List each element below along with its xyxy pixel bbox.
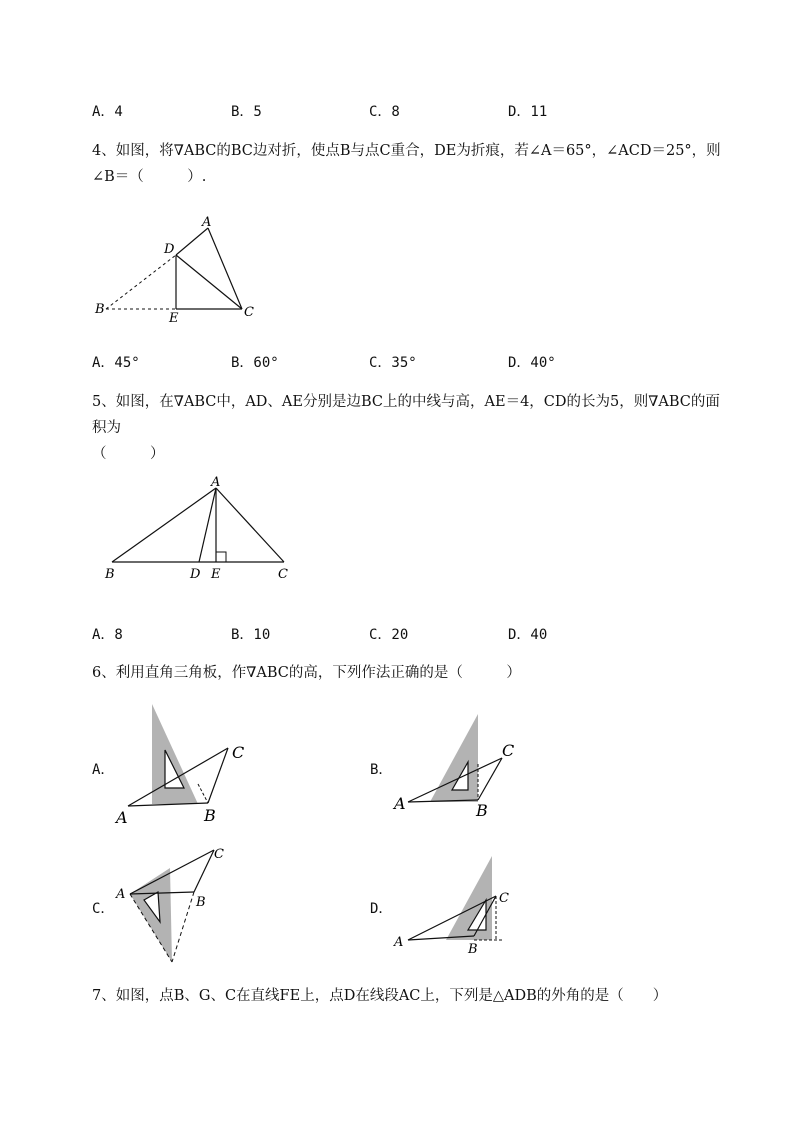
q5-figure <box>100 474 300 584</box>
q6-stem-line1: 6、利用直角三角板，作∇ABC的高，下列作法正确的是（ ） <box>92 665 521 681</box>
q4-option-b: B．60° <box>231 355 279 371</box>
q6-figure-c <box>110 840 240 970</box>
q6-figure-b <box>390 710 540 825</box>
q4-label-d: D <box>164 242 175 257</box>
q6c-label-c: C <box>214 847 224 862</box>
q3-options <box>92 101 732 121</box>
q5-options <box>92 624 732 644</box>
q6-figure-d <box>390 850 520 960</box>
q6a-label-c: C <box>232 743 245 762</box>
q6-choice-c-letter: C． <box>92 901 115 917</box>
q5-label-c: C <box>278 567 288 582</box>
q6d-label-a: A <box>394 935 404 950</box>
q4-figure <box>90 212 270 327</box>
q5-option-b: B．10 <box>231 627 271 643</box>
q4-option-a: A．45° <box>92 355 140 371</box>
q7-stem-line1: 7、如图，点B、G、C在直线FE上，点D在线段AC上，下列是△ADB的外角的是（ ） <box>92 988 668 1004</box>
q6d-label-b: B <box>468 942 478 957</box>
q6b-label-c: C <box>502 741 515 760</box>
q3-option-b: B．5 <box>231 104 262 120</box>
q6d-label-c: C <box>499 891 509 906</box>
q6-stem <box>92 660 722 686</box>
q4-label-a: A <box>202 215 212 230</box>
q6-choice-b-letter: B． <box>370 762 393 778</box>
q5-option-d: D．40 <box>508 627 548 643</box>
q4-label-e: E <box>169 311 179 326</box>
q6-choice-d-letter: D． <box>370 901 393 917</box>
q5-stem-line2: （ ） <box>92 446 165 462</box>
q4-option-d: D．40° <box>508 355 556 371</box>
q6c-label-b: B <box>196 895 206 910</box>
q3-option-d: D．11 <box>508 104 548 120</box>
q6a-label-a: A <box>116 808 128 827</box>
q5-stem-line1: 5、如图，在∇ABC中，AD、AE分别是边BC上的中线与高，AE＝4，CD的长为5，则∇ABC的面积为 <box>92 394 720 436</box>
q4-stem-line1: 4、如图，将∇ABC的BC边对折，使点B与点C重合，DE为折痕，若∠A＝65°，∠ACD＝25°，则 <box>92 143 721 159</box>
q5-label-e: E <box>211 567 221 582</box>
q6b-label-a: A <box>394 794 406 813</box>
q5-label-a: A <box>211 475 221 490</box>
q5-label-d: D <box>190 567 201 582</box>
q6-figure-a <box>110 700 260 830</box>
q5-option-a: A．8 <box>92 627 123 643</box>
q5-option-c: C．20 <box>369 627 409 643</box>
q7-stem <box>92 983 722 1009</box>
q5-stem <box>92 389 722 467</box>
q6a-label-b: B <box>204 806 216 825</box>
q4-label-b: B <box>95 302 105 317</box>
q4-option-c: C．35° <box>369 355 417 371</box>
q5-label-b: B <box>105 567 115 582</box>
q3-option-a: A．4 <box>92 104 123 120</box>
q4-stem <box>92 138 722 190</box>
q6b-label-b: B <box>476 801 488 820</box>
q6c-label-a: A <box>116 887 126 902</box>
q4-label-c: C <box>244 305 254 320</box>
q4-stem-line2: ∠B＝（ ）. <box>92 169 207 185</box>
q3-option-c: C．8 <box>369 104 400 120</box>
q4-options <box>92 352 732 372</box>
q6-choice-a-letter: A． <box>92 762 115 778</box>
